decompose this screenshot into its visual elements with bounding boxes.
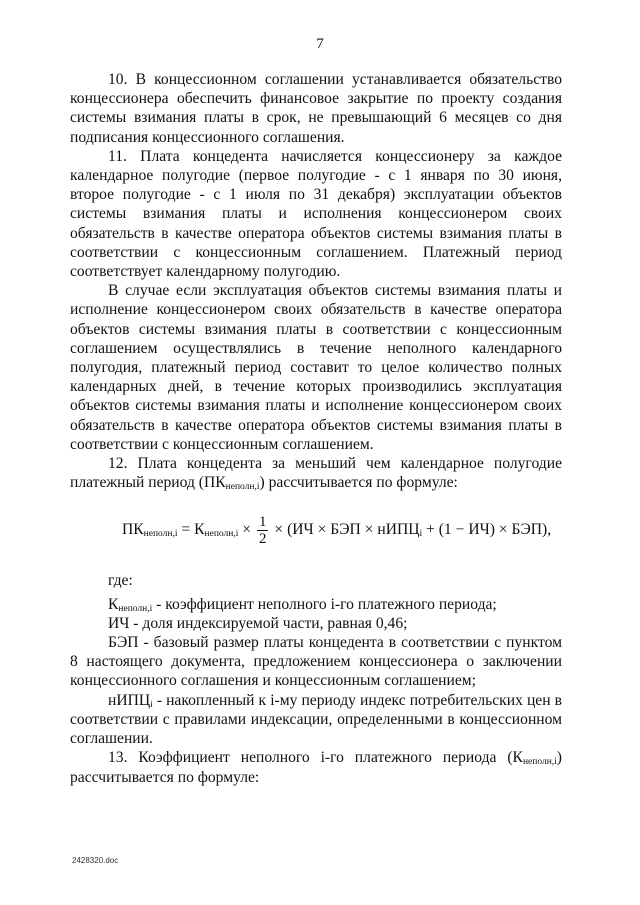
formula-body-1: × (ИЧ × БЭП × нИПЦ xyxy=(270,521,420,539)
def-nipc-text: - накопленный к i-му периоду индекс потребительских цен в соответствии с правилами индексации, определенными в концессионном соглашении. xyxy=(70,691,562,748)
formula-lhs-subscript: неполн,i xyxy=(143,529,178,540)
paragraph-11: 11. Плата концедента начисляется концессионеру за каждое календарное полугодие (первое полугодие - с 1 января по 30 июня, второе полугодие - с 1 июля по 31 декабря) эксплуатации объектов системы взимания платы и исполнения концессионером своих обязательств в качестве оператора объектов системы взимания платы в соответствии с концессионным соглашением. Платежный период соответствует календарному полугодию. xyxy=(70,147,562,281)
formula-pk xyxy=(70,514,562,547)
formula-lhs: ПК xyxy=(122,521,144,539)
formula-fraction xyxy=(257,514,269,547)
page-number: 7 xyxy=(316,36,324,52)
definition-nipc xyxy=(70,691,562,749)
file-footer: 2428320.doc xyxy=(72,856,119,865)
where-label: где: xyxy=(108,572,133,590)
paragraph-11-continuation: В случае если эксплуатация объектов системы взимания платы и исполнение концессионером своих обязательств в качестве оператора объектов системы взимания платы в соответствии с концессионным соглашением осуществлялись в течение неполного календарного полугодия, платежный период составит то целое количество полных календарных дней, в течение которых производились эксплуатация объектов системы взимания платы и исполнение концессионером своих обязательств в качестве оператора объектов системы взимания платы в соответствии с концессионным соглашением. xyxy=(70,282,562,453)
p12-subscript: неполн,i xyxy=(225,482,260,493)
formula-k-subscript: неполн,i xyxy=(204,529,239,540)
definition-k xyxy=(70,595,562,614)
p13-subscript: неполн,i xyxy=(522,757,557,768)
fraction-numerator: 1 xyxy=(258,514,267,531)
paragraph-12 xyxy=(70,454,562,492)
def-k-symbol: К xyxy=(108,595,119,613)
paragraph-10: 10. В концессионном соглашении устанавливается обязательство концессионера обеспечить финансовое закрытие по проекту создания системы взимания платы в срок, не превышающий 6 месяцев со дня подписания концессионного соглашения. xyxy=(70,71,562,146)
def-k-text: - коэффициент неполного i-го платежного периода; xyxy=(152,595,497,613)
p13-text-before: 13. Коэффициент неполного i-го платежного периода (К xyxy=(108,749,523,767)
def-k-subscript: неполн,i xyxy=(118,603,153,614)
def-nipc-subscript: i xyxy=(150,699,153,710)
formula-eq: = К xyxy=(177,521,205,539)
def-nipc-symbol: нИПЦ xyxy=(108,691,151,709)
document-body xyxy=(70,70,562,787)
p12-text-before: 12. Плата концедента за меньший чем календарное полугодие платежный период (ПК xyxy=(70,455,562,492)
paragraph-13 xyxy=(70,748,562,786)
formula-times: × xyxy=(238,521,255,539)
formula-body-subscript: i xyxy=(419,529,423,540)
formula-body-2: + (1 − ИЧ) × БЭП), xyxy=(422,521,552,539)
definition-bep: БЭП - базовый размер платы концедента в соответствии с пунктом 8 настоящего документа, предложением концессионера о заключении концессионного соглашения и концессионным соглашением; xyxy=(70,634,562,690)
p13-text-after: ) рассчитывается по формуле: xyxy=(70,749,562,786)
p12-text-after: ) рассчитывается по формуле: xyxy=(259,474,458,492)
fraction-denominator: 2 xyxy=(258,531,267,548)
definition-ich: ИЧ - доля индексируемой части, равная 0,46; xyxy=(108,614,408,632)
